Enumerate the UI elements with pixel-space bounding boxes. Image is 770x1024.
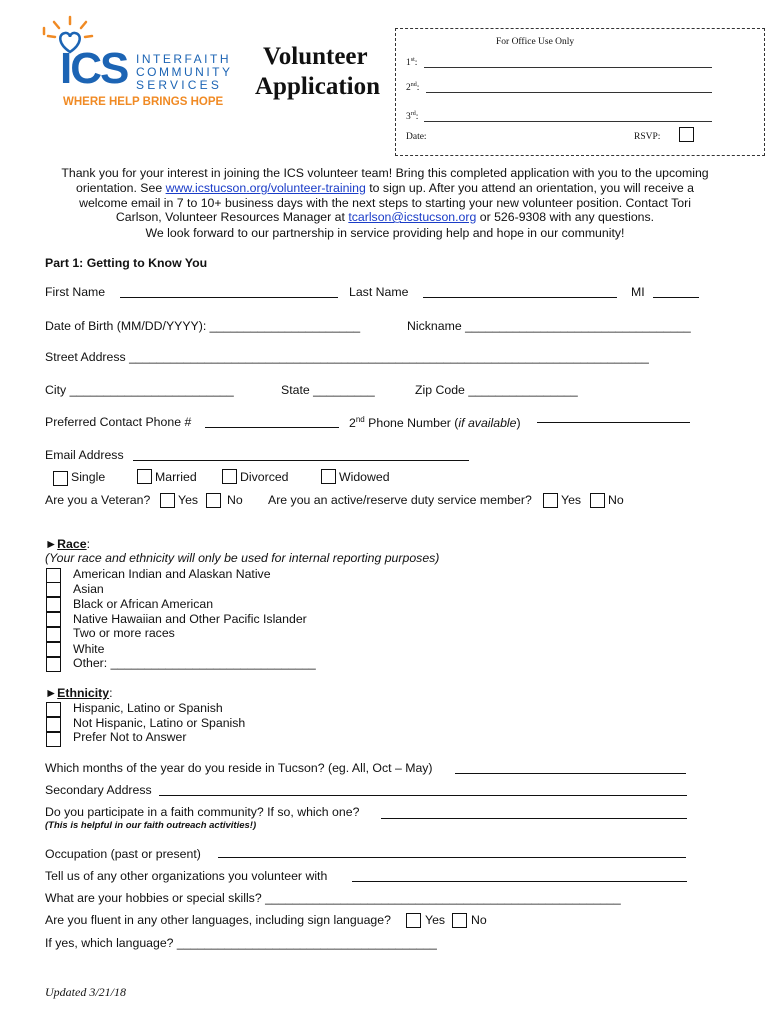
race-option-4: Native Hawaiian and Other Pacific Islander bbox=[73, 612, 307, 626]
ethnicity-option-2: Not Hispanic, Latino or Spanish bbox=[73, 716, 246, 730]
phone2-field[interactable] bbox=[537, 422, 690, 423]
race-option-5: Two or more races bbox=[73, 626, 175, 640]
intro-line-2: orientation. See www.icstucson.org/volunteer-training to sign up. After you attend an orientation, you will receive a bbox=[76, 181, 694, 195]
race-option-2: Asian bbox=[73, 582, 104, 596]
office-first-label: 1st: bbox=[406, 57, 418, 69]
secondary-address-field[interactable] bbox=[159, 795, 687, 796]
race-note: (Your race and ethnicity will only be used for internal reporting purposes) bbox=[45, 551, 440, 565]
race-checkbox-7[interactable] bbox=[46, 657, 61, 672]
race-checkbox-1[interactable] bbox=[46, 568, 61, 583]
intro-line-1: Thank you for your interest in joining the ICS volunteer team! Bring this completed application with you to the upcoming bbox=[61, 166, 709, 180]
last-name-label: Last Name bbox=[349, 285, 409, 299]
divorced-checkbox[interactable] bbox=[222, 469, 237, 484]
occupation-label: Occupation (past or present) bbox=[45, 847, 201, 861]
hobbies-field[interactable]: What are your hobbies or special skills? ____________________________________________________ bbox=[45, 891, 621, 905]
race-option-1: American Indian and Alaskan Native bbox=[73, 567, 271, 581]
state-field[interactable]: State _________ bbox=[281, 383, 375, 397]
office-third-label: 3rd: bbox=[406, 111, 419, 123]
race-heading: ►Race: bbox=[45, 537, 90, 551]
widowed-checkbox[interactable] bbox=[321, 469, 336, 484]
race-checkbox-2[interactable] bbox=[46, 582, 61, 597]
lang-no-label: No bbox=[471, 913, 487, 927]
orgs-field[interactable] bbox=[352, 881, 687, 882]
race-checkbox-6[interactable] bbox=[46, 642, 61, 657]
lang-no-checkbox[interactable] bbox=[452, 913, 467, 928]
email-label: Email Address bbox=[45, 448, 124, 462]
first-name-label: First Name bbox=[45, 285, 106, 299]
veteran-label: Are you a Veteran? bbox=[45, 493, 151, 507]
service-label: Are you an active/reserve duty service member? bbox=[268, 493, 532, 507]
occupation-field[interactable] bbox=[218, 857, 686, 858]
office-date-label: Date: bbox=[406, 132, 427, 142]
ethnicity-checkbox-3[interactable] bbox=[46, 732, 61, 747]
page-title-line-2: Application bbox=[255, 73, 381, 100]
lang-yes-label: Yes bbox=[425, 913, 446, 927]
single-checkbox[interactable] bbox=[53, 471, 68, 486]
logo-line-3: SERVICES bbox=[136, 78, 223, 92]
single-label: Single bbox=[71, 470, 106, 484]
last-name-field[interactable] bbox=[423, 297, 617, 298]
race-checkbox-3[interactable] bbox=[46, 597, 61, 612]
email-link[interactable]: tcarlson@icstucson.org bbox=[348, 210, 477, 224]
months-label: Which months of the year do you reside in Tucson? (eg. All, Oct – May) bbox=[45, 761, 433, 775]
orgs-label: Tell us of any other organizations you volunteer with bbox=[45, 869, 328, 883]
service-yes-checkbox[interactable] bbox=[543, 493, 558, 508]
city-field[interactable]: City ________________________ bbox=[45, 383, 234, 397]
married-checkbox[interactable] bbox=[137, 469, 152, 484]
office-second-line[interactable] bbox=[426, 92, 712, 93]
secondary-address-label: Secondary Address bbox=[45, 783, 152, 797]
street-address-field[interactable]: Street Address ____________________________________________________________________________ bbox=[45, 350, 649, 364]
mi-field[interactable] bbox=[653, 297, 699, 298]
faith-field[interactable] bbox=[381, 818, 687, 819]
intro-line-4: Carlson, Volunteer Resources Manager at tcarlson@icstucson.org or 526-9308 with any questions. bbox=[115, 210, 655, 224]
race-option-6: White bbox=[73, 642, 105, 656]
office-rsvp-label: RSVP: bbox=[634, 132, 661, 142]
phone-field[interactable] bbox=[205, 427, 339, 428]
logo-line-2: COMMUNITY bbox=[136, 65, 233, 79]
faith-label: Do you participate in a faith community? If so, which one? bbox=[45, 805, 360, 819]
updated-date: Updated 3/21/18 bbox=[45, 985, 126, 999]
office-use-box bbox=[395, 28, 765, 156]
volunteer-training-link[interactable]: www.icstucson.org/volunteer-training bbox=[165, 181, 366, 195]
email-field[interactable] bbox=[133, 460, 469, 461]
race-option-7[interactable]: Other: ______________________________ bbox=[73, 656, 316, 670]
veteran-yes-label: Yes bbox=[178, 493, 199, 507]
zip-field[interactable]: Zip Code ________________ bbox=[415, 383, 578, 397]
which-language-field[interactable]: If yes, which language? ______________________________________ bbox=[45, 936, 437, 950]
married-label: Married bbox=[155, 470, 197, 484]
phone-label: Preferred Contact Phone # bbox=[45, 415, 192, 429]
logo-line-1: INTERFAITH bbox=[136, 52, 232, 66]
office-first-line[interactable] bbox=[424, 67, 712, 68]
languages-label: Are you fluent in any other languages, including sign language? bbox=[45, 913, 391, 927]
office-rsvp-checkbox[interactable] bbox=[679, 127, 694, 142]
veteran-no-label: No bbox=[227, 493, 243, 507]
intro-line-5: We look forward to our partnership in service providing help and hope in our community! bbox=[145, 226, 625, 240]
part1-heading: Part 1: Getting to Know You bbox=[45, 256, 208, 270]
phone2-label: 2nd Phone Number (if available) bbox=[349, 415, 521, 431]
dob-field[interactable]: Date of Birth (MM/DD/YYYY): ______________________ bbox=[45, 319, 361, 333]
veteran-no-checkbox[interactable] bbox=[206, 493, 221, 508]
widowed-label: Widowed bbox=[339, 470, 390, 484]
office-third-line[interactable] bbox=[424, 121, 712, 122]
ethnicity-option-1: Hispanic, Latino or Spanish bbox=[73, 701, 223, 715]
race-option-3: Black or African American bbox=[73, 597, 214, 611]
service-yes-label: Yes bbox=[561, 493, 582, 507]
office-second-label: 2nd: bbox=[406, 82, 420, 94]
divorced-label: Divorced bbox=[240, 470, 289, 484]
months-field[interactable] bbox=[455, 773, 686, 774]
lang-yes-checkbox[interactable] bbox=[406, 913, 421, 928]
service-no-label: No bbox=[608, 493, 624, 507]
race-checkbox-5[interactable] bbox=[46, 627, 61, 642]
intro-line-3: welcome email in 7 to 10+ business days with the next steps to starting your new volunteer position. Contact Tori bbox=[79, 196, 691, 210]
nickname-field[interactable]: Nickname _________________________________ bbox=[407, 319, 691, 333]
ethnicity-heading: ►Ethnicity: bbox=[45, 686, 113, 700]
ethnicity-checkbox-2[interactable] bbox=[46, 717, 61, 732]
ics-logo bbox=[40, 14, 240, 114]
first-name-field[interactable] bbox=[120, 297, 338, 298]
faith-note: (This is helpful in our faith outreach activities!) bbox=[45, 820, 257, 831]
office-heading: For Office Use Only bbox=[496, 37, 575, 47]
service-no-checkbox[interactable] bbox=[590, 493, 605, 508]
logo-tagline: WHERE HELP BRINGS HOPE bbox=[63, 96, 224, 108]
mi-label: MI bbox=[631, 285, 645, 299]
logo-mark: ICS bbox=[60, 44, 128, 93]
ethnicity-option-3: Prefer Not to Answer bbox=[73, 730, 187, 744]
page-title-line-1: Volunteer bbox=[263, 43, 368, 70]
veteran-yes-checkbox[interactable] bbox=[160, 493, 175, 508]
ethnicity-checkbox-1[interactable] bbox=[46, 702, 61, 717]
race-checkbox-4[interactable] bbox=[46, 612, 61, 627]
